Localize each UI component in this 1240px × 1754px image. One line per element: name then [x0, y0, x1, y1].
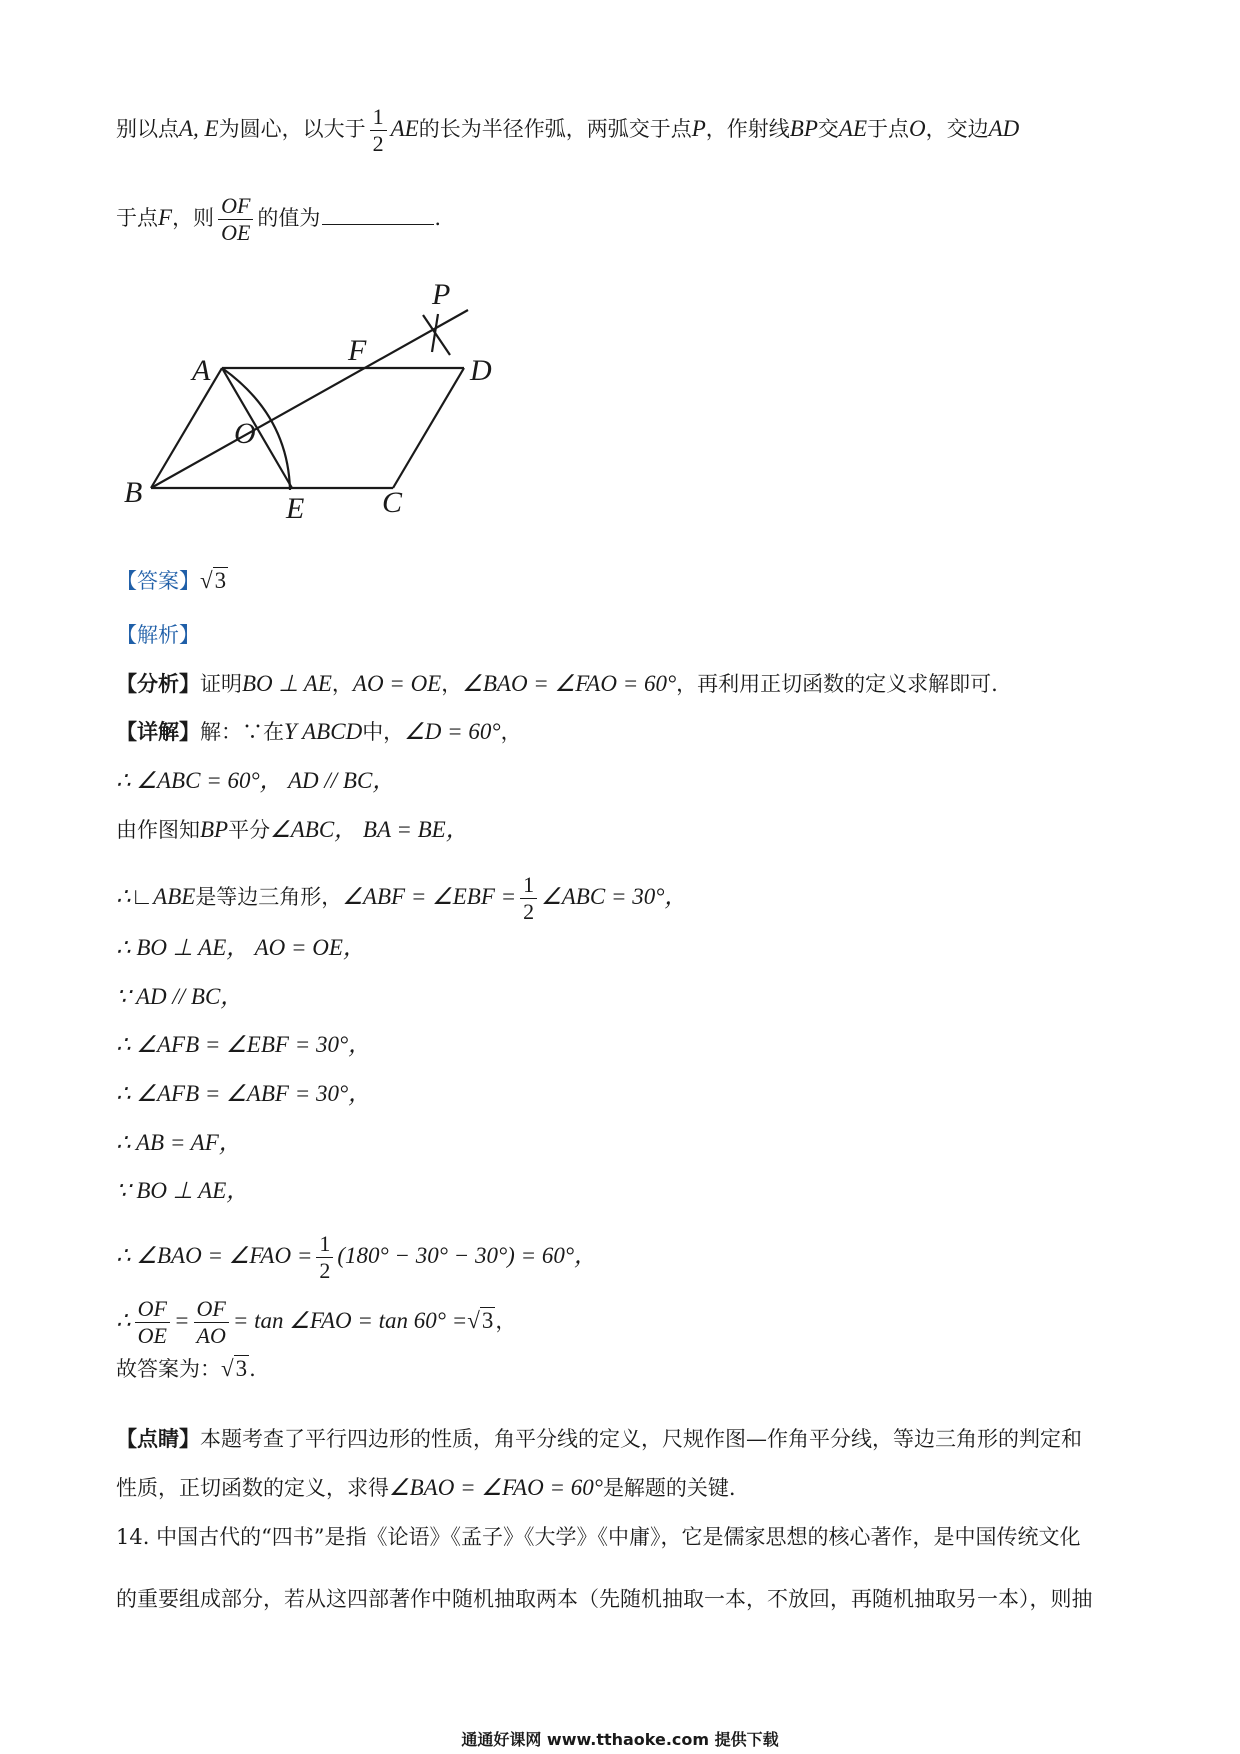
- math: AD: [988, 116, 1020, 141]
- step-9: ∵ BO ⊥ AE，: [116, 1178, 250, 1203]
- text: 于点: [867, 117, 909, 141]
- step-7: ∴ ∠AFB = ∠ABF = 30°，: [116, 1081, 372, 1106]
- radicand: 3: [481, 1308, 494, 1333]
- step-2: [116, 815, 469, 845]
- math: ∴∟ABE: [116, 884, 196, 909]
- math: ∴ ∠BAO = ∠FAO =: [116, 1243, 313, 1268]
- text: 的值为: [257, 206, 321, 230]
- denominator: 2: [523, 899, 535, 924]
- fraction-of-oe: [135, 1296, 170, 1349]
- fraction-of-ao: [194, 1296, 229, 1349]
- label-c: C: [382, 486, 403, 519]
- text: ，交边: [925, 117, 989, 141]
- text: 是等边三角形，: [195, 885, 343, 909]
- label-d: D: [470, 354, 492, 387]
- label-o: O: [234, 417, 256, 450]
- final-answer-line: [116, 1354, 256, 1384]
- math: AO = OE: [352, 671, 442, 696]
- fenxi-tag: 【分析】: [116, 671, 200, 696]
- fraction-half: [370, 104, 387, 157]
- text: 为圆心，以大于: [218, 117, 366, 141]
- answer-line: [116, 566, 228, 596]
- segment-ab: [151, 368, 222, 488]
- text: 证明: [200, 672, 242, 696]
- arc-mark-2: [432, 314, 438, 352]
- text: 交: [817, 117, 839, 141]
- fraction-half: [316, 1231, 333, 1284]
- text: 平分: [228, 818, 271, 842]
- text: 中，: [362, 720, 405, 744]
- text: .: [249, 1357, 256, 1381]
- numerator: 1: [520, 872, 537, 899]
- label-b: B: [124, 476, 143, 509]
- fraction-of-oe: [218, 193, 253, 246]
- numerator: 1: [316, 1231, 333, 1258]
- text: 性质，正切函数的定义，求得: [116, 1476, 389, 1500]
- math: ∠ABF = ∠EBF =: [342, 884, 517, 909]
- text: ，作射线: [705, 117, 790, 141]
- math: Y ABCD: [284, 719, 363, 744]
- text: 解：∵在: [200, 720, 284, 744]
- segment-dc: [393, 368, 464, 488]
- text: ，再利用正切函数的定义求解即可.: [676, 672, 998, 696]
- geometry-figure: [120, 280, 520, 540]
- denominator: 2: [372, 131, 384, 156]
- text: ，: [441, 672, 463, 696]
- step-5: ∵ AD // BC，: [116, 984, 244, 1009]
- math: F: [158, 205, 173, 230]
- math: ∠BAO = ∠FAO = 60°: [389, 1475, 603, 1500]
- label-f: F: [348, 334, 367, 367]
- math: BP: [200, 817, 229, 842]
- analysis-tag: 【解析】: [116, 623, 200, 647]
- problem13-line2: [116, 193, 441, 246]
- radicand: 3: [235, 1356, 248, 1381]
- step-8: ∴ AB = AF，: [116, 1130, 242, 1155]
- math: ∠ABC， BA = BE，: [270, 817, 469, 842]
- math: BO ⊥ AE: [242, 671, 332, 696]
- dianjing-line2: [116, 1473, 736, 1503]
- dianjing-line1: [116, 1424, 1082, 1454]
- numerator: OF: [194, 1296, 229, 1323]
- sqrt-expression: √3: [200, 568, 227, 593]
- text: 故答案为：: [116, 1357, 221, 1381]
- denominator: OE: [137, 1323, 167, 1348]
- math: (180° − 30° − 30°) = 60°，: [337, 1243, 598, 1268]
- step-6: ∴ ∠AFB = ∠EBF = 30°，: [116, 1032, 372, 1057]
- label-e: E: [286, 492, 305, 525]
- analysis-tag-line: [116, 620, 200, 650]
- numerator: OF: [135, 1296, 170, 1323]
- denominator: 2: [319, 1258, 331, 1283]
- math: P: [691, 116, 706, 141]
- text: ，: [495, 1309, 517, 1333]
- math: = tan ∠FAO = tan 60° =: [232, 1308, 468, 1333]
- text: ，: [331, 672, 353, 696]
- math: O: [909, 116, 926, 141]
- math: =: [173, 1308, 190, 1333]
- text: ，则: [172, 206, 215, 230]
- step-10: [116, 1231, 597, 1284]
- math: AE: [390, 116, 419, 141]
- fraction-half: [520, 872, 537, 925]
- denominator: AO: [196, 1323, 226, 1348]
- math: BP: [789, 116, 818, 141]
- ray-bp: [151, 310, 468, 488]
- text: ，: [500, 720, 522, 744]
- radicand: 3: [214, 568, 227, 593]
- math: AE: [838, 116, 867, 141]
- text: 于点: [116, 206, 158, 230]
- text: .: [434, 206, 442, 230]
- answer-blank: [322, 204, 434, 225]
- xiangjie-tag: 【详解】: [116, 719, 200, 744]
- math: ∠BAO = ∠FAO = 60°: [462, 671, 677, 696]
- step-4: ∴ BO ⊥ AE， AO = OE，: [116, 935, 366, 960]
- problem14-line2: 的重要组成部分，若从这四部著作中随机抽取两本（先随机抽取一本，不放回，再随机抽取另一本），则抽: [116, 1587, 1093, 1611]
- step-3: [116, 872, 687, 925]
- footer-watermark: 通通好课网 www.tthaoke.com 提供下载: [461, 1730, 779, 1749]
- denominator: OE: [221, 220, 251, 245]
- math: ∴: [116, 1308, 131, 1333]
- step-1: ∴ ∠ABC = 60°， AD // BC，: [116, 768, 396, 793]
- sqrt-expression: √3: [221, 1356, 248, 1381]
- text: 是解题的关键.: [602, 1476, 736, 1500]
- xiangjie-line: [116, 717, 522, 747]
- text: 别以点: [116, 117, 179, 141]
- label-p: P: [432, 280, 451, 311]
- problem13-line1: [116, 104, 1019, 157]
- math: A, E: [179, 116, 219, 141]
- answer-tag: 【答案】: [116, 569, 200, 593]
- text: 由作图知: [116, 818, 200, 842]
- dianjing-tag: 【点睛】: [116, 1426, 200, 1451]
- text: 的长为半径作弧，两弧交于点: [418, 117, 692, 141]
- math: ∠D = 60°: [404, 719, 501, 744]
- problem14-line1: 14. 中国古代的“四书”是指《论语》《孟子》《大学》《中庸》，它是儒家思想的核心著作，是中国传统文化: [116, 1525, 1081, 1549]
- numerator: OF: [218, 193, 253, 220]
- step-11: [116, 1296, 516, 1349]
- text: 本题考查了平行四边形的性质，角平分线的定义，尺规作图—作角平分线，等边三角形的判定和: [200, 1427, 1082, 1451]
- fenxi-line: [116, 669, 998, 699]
- sqrt-expression: √3: [467, 1308, 494, 1333]
- numerator: 1: [370, 104, 387, 131]
- label-a: A: [192, 354, 211, 387]
- math: ∠ABC = 30°，: [541, 884, 688, 909]
